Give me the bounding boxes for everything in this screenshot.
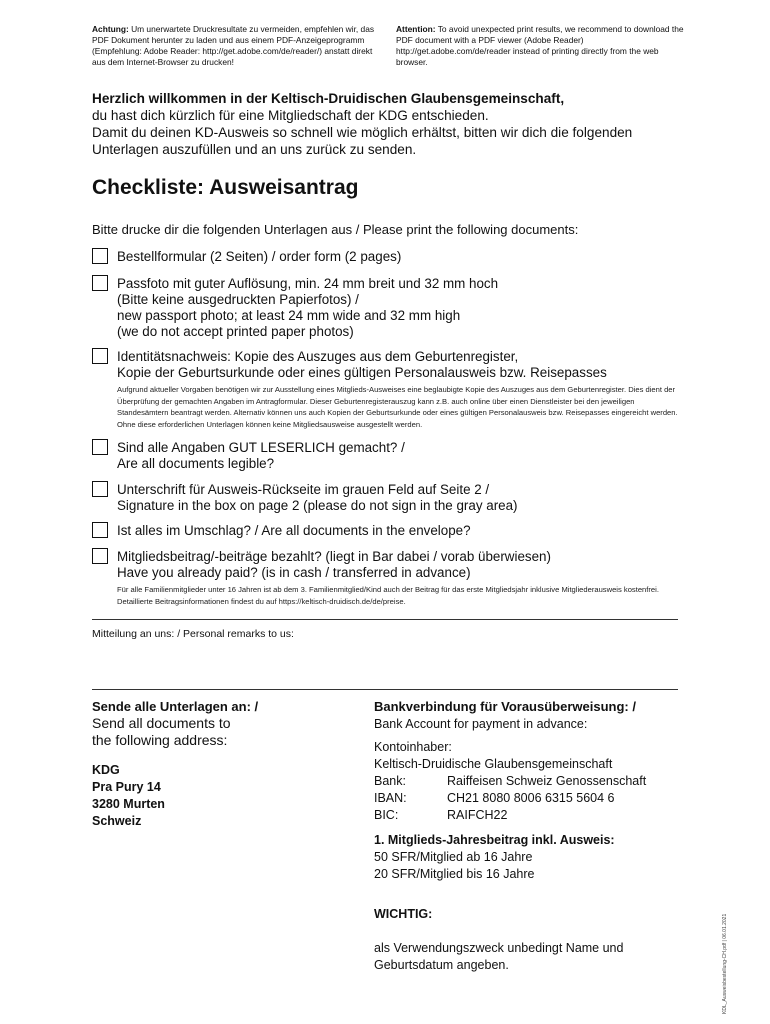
welcome-line-2: du hast dich kürzlich für eine Mitgliedschaft der KDG entschieden. bbox=[92, 108, 489, 123]
address-line: KDG bbox=[92, 763, 120, 777]
bank-subheading: Bank Account for payment in advance: bbox=[374, 717, 588, 731]
checkbox[interactable] bbox=[92, 522, 108, 538]
bank-row-key: Bank: bbox=[374, 774, 406, 788]
checkbox[interactable] bbox=[92, 248, 108, 264]
checklist-item-text: Passfoto mit guter Auflösung, min. 24 mm breit und 32 mm hoch (Bitte keine ausgedruckten Papierfotos) / new passport photo; at least 24 mm wide and 32 mm high (we do not accept printed paper photos) bbox=[117, 276, 499, 339]
notice-english bbox=[396, 24, 686, 68]
checklist-item bbox=[92, 549, 682, 607]
address-line: Pra Pury 14 bbox=[92, 780, 161, 794]
iban-row bbox=[374, 790, 646, 807]
fee-heading: 1. Mitglieds-Jahresbeitrag inkl. Ausweis: bbox=[374, 833, 615, 847]
page-title: Checkliste: Ausweisantrag bbox=[92, 176, 359, 199]
address-line: Schweiz bbox=[92, 814, 142, 828]
checklist-item-note: Für alle Familienmitglieder unter 16 Jahren ist ab dem 3. Familienmitglied/Kind auch der Beitrag für das erste Mitgliedsjahr inklusive Mitgliederausweis kostenfrei. Detaillierte Beitragsinformationen findest du auf https://keltisch-druidisch.de/de/preise. bbox=[117, 585, 659, 606]
fee-line: 20 SFR/Mitglied bis 16 Jahre bbox=[374, 867, 535, 881]
checkbox[interactable] bbox=[92, 348, 108, 364]
checkbox[interactable] bbox=[92, 275, 108, 291]
divider bbox=[92, 619, 678, 620]
checklist-item-text: Ist alles im Umschlag? / Are all documents in the envelope? bbox=[117, 523, 471, 538]
send-heading: Sende alle Unterlagen an: / bbox=[92, 699, 259, 714]
address-line: 3280 Murten bbox=[92, 797, 165, 811]
checkbox[interactable] bbox=[92, 481, 108, 497]
postal-address bbox=[92, 762, 165, 830]
checklist-item bbox=[92, 276, 682, 340]
document-code: KDL_Ausweisbestellung-CH.pdf | 06.01.2021 bbox=[722, 913, 728, 1014]
bank-details bbox=[374, 739, 646, 824]
notice-german bbox=[92, 24, 382, 68]
checklist-item bbox=[92, 249, 682, 265]
checklist-item bbox=[92, 349, 682, 430]
notice-english-label: Attention: bbox=[396, 24, 436, 34]
send-subheading: Send all documents to the following address: bbox=[92, 715, 231, 748]
bank-row-value: RAIFCH22 bbox=[447, 808, 508, 822]
checklist-item bbox=[92, 482, 682, 514]
checklist-intro: Bitte drucke dir die folgenden Unterlagen aus / Please print the following documents: bbox=[92, 222, 579, 237]
holder-name: Keltisch-Druidische Glaubensgemeinschaft bbox=[374, 757, 613, 771]
notice-german-text: Um unerwartete Druckresultate zu vermeiden, empfehlen wir, das PDF Dokument herunter zu laden und aus einem PDF-Anzeigeprogramm (Empfehlung: Adobe Reader: http://get.adobe.com/de/reader/) anstatt direkt aus dem Internet-Browser zu drucken! bbox=[92, 24, 375, 67]
checklist-item-text: Mitgliedsbeitrag/-beiträge bezahlt? (liegt in Bar dabei / vorab überwiesen) Have you already paid? (is in cash / transferred in advance) bbox=[117, 549, 551, 580]
checklist-item-text: Sind alle Angaben GUT LESERLICH gemacht? / Are all documents legible? bbox=[117, 440, 405, 471]
bank-heading: Bankverbindung für Vorausüberweisung: / bbox=[374, 699, 636, 714]
bank-row-key: IBAN: bbox=[374, 791, 407, 805]
fee-block bbox=[374, 832, 615, 883]
bank-row-key: BIC: bbox=[374, 808, 399, 822]
bic-row bbox=[374, 807, 646, 824]
important-heading: WICHTIG: bbox=[374, 907, 433, 921]
bank-row-value: CH21 8080 8006 6315 5604 6 bbox=[447, 791, 615, 805]
bank-row-value: Raiffeisen Schweiz Genossenschaft bbox=[447, 774, 647, 788]
checkbox[interactable] bbox=[92, 439, 108, 455]
holder-label: Kontoinhaber: bbox=[374, 740, 452, 754]
notice-english-text: To avoid unexpected print results, we recommend to download the PDF document with a PDF viewer (Adobe Reader) http://get.adobe.com/de/reader instead of printing directly from the web browser. bbox=[396, 24, 684, 67]
welcome-line-3: Damit du deinen KD-Ausweis so schnell wie möglich erhältst, bitten wir dich die folgenden Unterlagen auszufüllen und an uns zurück zu senden. bbox=[92, 125, 633, 157]
welcome-block bbox=[92, 90, 692, 158]
checklist-item-text: Identitätsnachweis: Kopie des Auszuges aus dem Geburtenregister, Kopie der Geburtsurkunde oder eines gültigen Personalausweis bzw. Reisepasses bbox=[117, 349, 607, 380]
fee-line: 50 SFR/Mitglied ab 16 Jahre bbox=[374, 850, 533, 864]
checklist-item bbox=[92, 523, 682, 539]
notice-german-label: Achtung: bbox=[92, 24, 129, 34]
divider bbox=[92, 689, 678, 690]
important-block bbox=[374, 889, 623, 991]
important-text: als Verwendungszweck unbedingt Name und Geburtsdatum angeben. bbox=[374, 941, 624, 972]
checklist-item bbox=[92, 440, 682, 472]
checkbox[interactable] bbox=[92, 548, 108, 564]
checklist-item-note: Aufgrund aktueller Vorgaben benötigen wir zur Ausstellung eines Mitglieds-Ausweises eine beglaubigte Kopie des Auszuges aus dem Geburtenregister. Dies dient der Überprüfung der gemachten Angaben im Antragformular. Dieser Geburtenregisterauszug kann z.B. auch online über einen Dienstleister bei den jeweiligen Standesämtern beantragt werden. Alternativ können uns auch Kopien der Geburtsurkunde oder eines gültigen Personalausweis bzw. Reisepasses eingereicht werden. Ohne diese erforderlichen Unterlagen können keine Mitgliedsausweise ausgestellt werden. bbox=[117, 385, 678, 429]
welcome-headline: Herzlich willkommen in der Keltisch-Druidischen Glaubensgemeinschaft, bbox=[92, 91, 565, 106]
checklist-item-text: Unterschrift für Ausweis-Rückseite im grauen Feld auf Seite 2 / Signature in the box on page 2 (please do not sign in the gray area) bbox=[117, 482, 518, 513]
remarks-label: Mitteilung an uns: / Personal remarks to us: bbox=[92, 628, 294, 640]
bank-row bbox=[374, 773, 646, 790]
checklist-item-text: Bestellformular (2 Seiten) / order form (2 pages) bbox=[117, 249, 402, 264]
